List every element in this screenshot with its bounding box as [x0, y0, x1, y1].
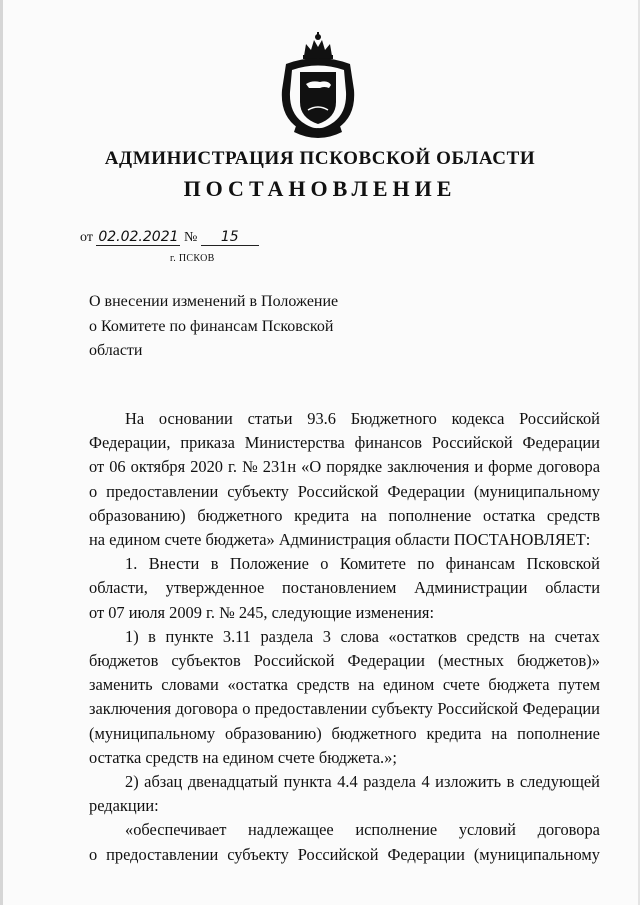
- organization-title: АДМИНИСТРАЦИЯ ПСКОВСКОЙ ОБЛАСТИ: [104, 148, 536, 169]
- body-line: [89, 673, 600, 697]
- body-word: договора: [537, 820, 600, 840]
- body-word: Администрации: [414, 578, 528, 598]
- body-word: счете: [442, 675, 480, 695]
- body-word: статьи: [247, 409, 293, 428]
- body-word: в: [210, 554, 219, 574]
- body-word: редакции:: [89, 796, 159, 816]
- body-word: г.: [228, 457, 238, 477]
- body-line: [89, 818, 600, 842]
- body-line: [89, 407, 600, 431]
- body-line: [89, 480, 600, 504]
- body-word: договора: [175, 699, 238, 719]
- body-word: октября: [130, 457, 186, 477]
- subject-line: о Комитете по финансам Псковской: [89, 317, 334, 335]
- body-word: Федерации: [387, 481, 465, 501]
- body-word: по: [417, 554, 435, 574]
- body-word: Федерации: [522, 433, 600, 453]
- body-word: «О: [301, 457, 322, 477]
- body-word: Федерации: [522, 699, 600, 719]
- body-word: слова: [340, 626, 379, 646]
- body-word: средств: [296, 675, 350, 695]
- body-word: предоставлении: [106, 844, 219, 864]
- body-line: [89, 697, 600, 721]
- body-word: «остатка: [227, 675, 288, 695]
- body-line: [89, 625, 600, 649]
- body-word: заключения: [387, 457, 470, 477]
- body-word: субъектов: [171, 651, 241, 671]
- body-word: «обеспечивает: [125, 820, 227, 840]
- body-line: [89, 552, 600, 576]
- body-word: бюджетов: [89, 651, 159, 671]
- body-word: остатка средств на едином счете бюджета.»;: [89, 747, 397, 767]
- body-word: Федерации: [387, 844, 465, 864]
- body-word: образованию): [225, 723, 322, 743]
- body-word: 4: [421, 772, 430, 792]
- body-line: [89, 455, 600, 479]
- body-word: субъекту: [227, 481, 289, 501]
- body-word: Российской: [253, 651, 335, 671]
- body-word: образованию): [89, 505, 186, 525]
- body-line: [89, 770, 600, 794]
- body-word: приказа: [180, 433, 235, 453]
- body-word: предоставлении: [254, 699, 367, 719]
- body-word: предоставлении: [106, 481, 219, 501]
- body-word: кредита: [426, 723, 482, 743]
- body-word: Министерства: [244, 433, 345, 453]
- body-word: 3: [322, 626, 331, 646]
- body-word: бюджетного: [331, 723, 417, 743]
- body-line: [89, 504, 600, 528]
- subject-line: О внесении изменений в Положение: [89, 293, 339, 310]
- body-word: области: [545, 578, 600, 598]
- body-word: 1): [125, 626, 139, 646]
- body-word: 06: [109, 457, 126, 477]
- body-word: условий: [458, 820, 516, 840]
- body-word: финансам: [445, 554, 516, 574]
- body-word: 1.: [125, 554, 138, 574]
- body-word: о: [89, 481, 98, 501]
- body-word: 3.11: [222, 626, 251, 646]
- body-word: исполнение: [355, 820, 438, 840]
- body-word: средств: [546, 505, 600, 525]
- body-word: и: [474, 457, 484, 477]
- body-word: кодекса: [451, 409, 505, 428]
- date-prefix: от: [80, 230, 93, 245]
- body-word: остатка: [482, 505, 536, 525]
- body-word: 2020: [190, 457, 223, 477]
- body-word: на: [491, 723, 508, 743]
- body-word: пункта: [283, 772, 332, 792]
- body-line: [89, 431, 600, 455]
- body-word: форме: [488, 457, 533, 477]
- body-word: на: [360, 505, 377, 525]
- body-word: Комитете: [339, 554, 406, 574]
- subject-line: области: [89, 342, 143, 359]
- body-word: едином: [383, 675, 435, 695]
- body-line: [89, 722, 600, 746]
- number-label: №: [183, 230, 198, 245]
- body-word: от: [89, 457, 105, 477]
- body-word: раздела: [260, 626, 314, 646]
- body-word: на едином счете бюджета» Администрация области ПОСТАНОВЛЯЕТ:: [89, 530, 591, 550]
- handwritten-date: 02.02.2021: [98, 229, 179, 245]
- body-line: [89, 794, 600, 818]
- body-word: 231н: [262, 457, 297, 477]
- body-word: на: [358, 675, 375, 695]
- body-word: 2): [125, 772, 139, 792]
- body-word: (муниципальному: [89, 723, 216, 743]
- body-word: Российской: [437, 699, 519, 719]
- body-word: Положение: [229, 554, 309, 574]
- body-word: Федерации,: [89, 433, 171, 453]
- body-word: надлежащее: [248, 820, 334, 840]
- body-word: заменить: [89, 675, 153, 695]
- body-word: о: [89, 844, 98, 864]
- body-word: пополнение: [517, 723, 600, 743]
- body-word: раздела: [363, 772, 416, 792]
- body-word: Псковской: [526, 554, 600, 574]
- body-word: следующей: [519, 772, 600, 792]
- body-word: пункте: [165, 626, 214, 646]
- body-word: области,: [89, 578, 148, 598]
- body-word: субъекту: [227, 844, 289, 864]
- body-word: в: [506, 772, 515, 792]
- body-word: утвержденное: [165, 578, 265, 598]
- body-word: о: [320, 554, 329, 574]
- body-word: (муниципальному: [473, 844, 600, 864]
- body-word: на: [529, 626, 546, 646]
- city-label: г. ПСКОВ: [170, 253, 215, 264]
- body-line: [89, 746, 600, 770]
- body-word: договора: [537, 457, 600, 477]
- body-word: изложить: [435, 772, 502, 792]
- body-word: Российской: [519, 409, 600, 428]
- body-word: «остатков: [388, 626, 457, 646]
- body-word: от 07 июля 2009 г. № 245, следующие изменения:: [89, 602, 435, 622]
- body-word: (местных: [437, 651, 504, 671]
- body-word: средств: [466, 626, 520, 646]
- body-line: [89, 843, 600, 867]
- body-word: субъекту: [371, 699, 433, 719]
- body-word: 4.4: [337, 772, 358, 792]
- document-subject: [89, 290, 389, 364]
- body-word: основании: [158, 409, 233, 428]
- body-word: Федерации: [347, 651, 425, 671]
- body-word: о: [242, 699, 251, 719]
- body-word: Российской: [297, 844, 379, 864]
- body-word: бюджетов)»: [516, 651, 600, 671]
- body-word: Внести: [148, 554, 200, 574]
- scan-edge-left: [0, 0, 3, 905]
- body-word: в: [148, 626, 156, 646]
- body-word: путем: [558, 675, 600, 695]
- body-word: №: [242, 457, 258, 477]
- body-word: Российской: [431, 433, 513, 453]
- body-line: [89, 601, 600, 625]
- coat-of-arms-emblem: [276, 30, 360, 138]
- body-line: [89, 576, 600, 600]
- handwritten-number: 15: [201, 229, 259, 246]
- body-word: 93.6: [307, 409, 336, 428]
- body-word: Российской: [297, 481, 379, 501]
- body-line: [89, 528, 600, 552]
- body-word: бюджета: [488, 675, 550, 695]
- document-body: [89, 407, 600, 867]
- body-word: порядке: [326, 457, 383, 477]
- body-line: [89, 649, 600, 673]
- document-type-title: ПОСТАНОВЛЕНИЕ: [183, 176, 457, 201]
- body-word: На: [125, 409, 145, 428]
- body-word: финансов: [354, 433, 423, 453]
- body-word: Бюджетного: [350, 409, 437, 428]
- body-word: пополнение: [388, 505, 472, 525]
- body-word: кредита: [294, 505, 350, 525]
- body-word: счетах: [554, 626, 600, 646]
- body-word: постановлением: [281, 578, 397, 598]
- date-number-line: [80, 229, 259, 246]
- body-word: двенадцатый: [187, 772, 279, 792]
- body-word: абзац: [144, 772, 183, 792]
- body-word: словами: [161, 675, 219, 695]
- body-word: (муниципальному: [473, 481, 600, 501]
- body-word: бюджетного: [197, 505, 283, 525]
- body-word: заключения: [89, 699, 172, 719]
